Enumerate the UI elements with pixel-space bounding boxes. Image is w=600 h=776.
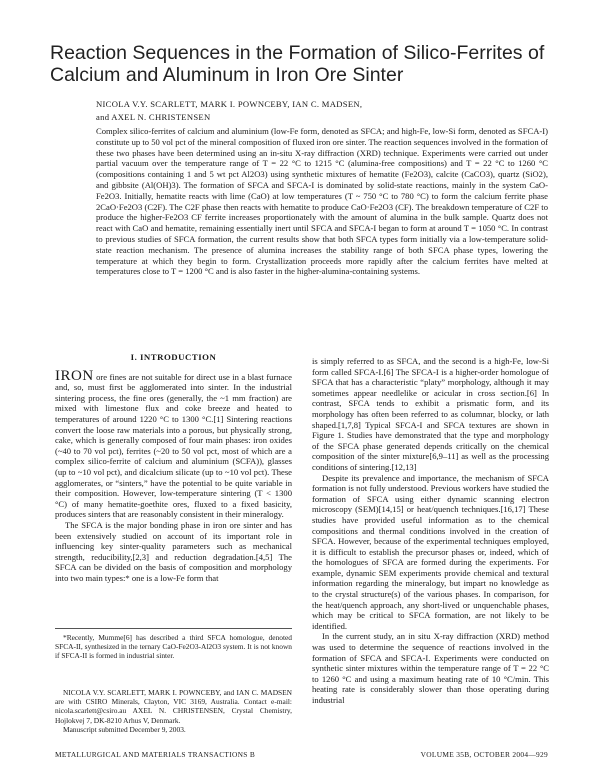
- journal-footer: METALLURGICAL AND MATERIALS TRANSACTIONS B: [55, 750, 256, 759]
- body-paragraph-1: is simply referred to as SFCA, and the second is a high-Fe, low-Si form called SFCA-I.[6] The SFCA-I is a higher-order homologue of SFCA that has a characteristic “platy” morphology, although it may sometimes appear needlelike or acicular in cross section.[6] In contrast, SFCA tends to exhibit a prismatic form, and its morphology has often been referred to as columnar, blocky, or lath shaped.[1,7,8] Typical SFCA-I and SFCA textures are shown in Figure 1. Studies have demonstrated that the type and morphology of the SFCA phase generated depends critically on the chemical composition of the sinter mixture[6,9–11] as well as the processing conditions of sintering.[12,13]: [312, 356, 549, 472]
- right-column: [312, 356, 549, 706]
- footnote: [55, 633, 292, 661]
- body-paragraph-3: In the current study, an in situ X-ray diffraction (XRD) method was used to determine the sequence of reactions involved in the formation of SFCA and SFCA-I. Experiments were conducted on synthetic sinter mixtures within the temperature range of T = 22 °C to 1260 °C and using a maximum heating rate of 10 °C/min. This heating rate is considerably slower than those operating during industrial: [312, 631, 549, 705]
- abstract: Complex silico-ferrites of calcium and aluminium (low-Fe form, denoted as SFCA; and high-Fe, low-Si form, denoted as SFCA-I) constitute up to 50 vol pct of the mineral composition of fluxed iron ore sinter. The reaction sequences involved in the formation of these two phases have been determined using an in-situ X-ray diffraction (XRD) technique. Experiments were carried out under partial vacuum over the temperature range of T = 22 °C to 1215 °C (alumina-free compositions) and T = 22 °C to 1260 °C (compositions containing 1 and 5 wt pct Al2O3) using synthetic mixtures of hematite (Fe2O3), calcite (CaCO3), quartz (SiO2), and gibbsite (Al(OH)3). The formation of SFCA and SFCA-I is dominated by solid-state reactions, mainly in the system CaO-Fe2O3. Initially, hematite reacts with lime (CaO) at low temperatures (T ~ 750 °C to 780 °C) to form the calcium ferrite phase 2CaO·Fe2O3 (C2F). The C2F phase then reacts with hematite to produce CaO·Fe2O3 (CF). The breakdown temperature of C2F to produce the higher-Fe2O3 CF ferrite increases proportionately with the amount of alumina in the bulk sample. Quartz does not react with CaO and hematite, remaining essentially inert until SFCA and SFCA-I began to form at around T = 1050 °C. In contrast to previous studies of SFCA formation, the current results show that both SFCA types form initially via a low-temperature solid-state reaction mechanism. The presence of alumina increases the stability range of both SFCA phase types, lowering the temperature at which they begin to form. Crystallization proceeds more rapidly after the calcium ferrites have melted at temperatures close to T = 1200 °C and is also faster in the higher-alumina-containing systems.: [96, 126, 548, 277]
- intro-paragraph-1: [55, 367, 292, 520]
- manuscript-date: Manuscript submitted December 9, 2003.: [63, 724, 186, 734]
- affiliation-block: [55, 688, 292, 734]
- paper-title: Reaction Sequences in the Formation of Silico-Ferrites of Calcium and Aluminum in Iron Ore Sinter: [50, 42, 545, 86]
- body-paragraph-2: Despite its prevalence and importance, the mechanism of SFCA formation is not fully understood. Previous workers have studied the formation of SFCA using either dynamic scanning electron microscopy (SEM)[14,15] or heat/quench techniques.[16,17] These studies have provided useful information as to the chemical compositions and thermal conditions involved in the creation of SFCA. However, because of the experimental techniques employed, it is difficult to establish the precursor phases or, indeed, which of the homologues of SFCA are formed during the experiments. For example, dynamic SEM experiments provide chemical and textural information regarding the mineralogy, but impart no knowledge as to the crystal structure(s) of the various phases. In comparison, for the heat/quench approach, any short-lived or unquenchable phases, which may be critical to SFCA formation, are not likely to be identified.: [312, 472, 549, 631]
- intro-paragraph-1-text: ore fines are not suitable for direct use in a blast furnace and, so, must first be agglomerated into sinter. In the industrial sintering process, the fine ores (generally, the ~1 mm fraction) are mixed with limestone flux and coke breeze and heated to temperatures of around 1220 °C to 1300 °C.[1] Sintering reactions convert the loose raw materials into a porous, but physically strong, cake, which is generally composed of four main phases: iron oxides (~40 to 70 vol pct), ferrites (~20 to 50 vol pct, most of which are a complex silico-ferrite of calcium and aluminium (SCFA)), glasses (up to ~10 vol pct), and dicalcium silicate (up to ~10 vol pct). These agglomerates, or “sinters,” have the potential to be quite variable in their composition. However, low-temperature sintering (T < 1300 °C) of many hematite-goethite ores, fluxed to a fixed basicity, produces sinters that are reasonably consistent in their mineralogy.: [55, 371, 292, 520]
- authors-line-1: NICOLA V.Y. SCARLETT, MARK I. POWNCEBY, IAN C. MADSEN,: [96, 99, 363, 109]
- authors-line-2: and AXEL N. CHRISTENSEN: [96, 112, 211, 122]
- intro-paragraph-2: The SFCA is the major bonding phase in iron ore sinter and has been extensively studied on account of its important role in influencing key sinter-quality parameters such as mechanical strength, reducibility,[2,3] and reduction degradation.[4,5] The SFCA can be divided on the basis of composition and morphology into two main types:* one is a low-Fe form that: [55, 519, 292, 583]
- section-heading: I. INTRODUCTION: [130, 352, 217, 362]
- author-list: [96, 98, 536, 124]
- affiliation-text: NICOLA V.Y. SCARLETT, MARK I. POWNCEBY, and IAN C. MADSEN are with CSIRO Minerals, Clayton, VIC 3169, Australia. Contact e-mail: nicola.scarlett@csiro.au AXEL N. CHRISTENSEN, Crystal Chemistry, Hojlokvej 7, DK-8210 Arhus V, Denmark.: [55, 688, 292, 725]
- left-column: [55, 352, 292, 583]
- footnote-divider: [55, 628, 292, 629]
- footnote-text: *Recently, Mumme[6] has described a third SFCA homologue, denoted SFCA-II, synthesized in the ternary CaO-Fe2O3-Al2O3 system. It is not known if SFCA-II is formed in industrial sinter.: [55, 633, 292, 661]
- page-footer: VOLUME 35B, OCTOBER 2004—929: [420, 750, 548, 759]
- drop-cap: IRON: [55, 367, 94, 384]
